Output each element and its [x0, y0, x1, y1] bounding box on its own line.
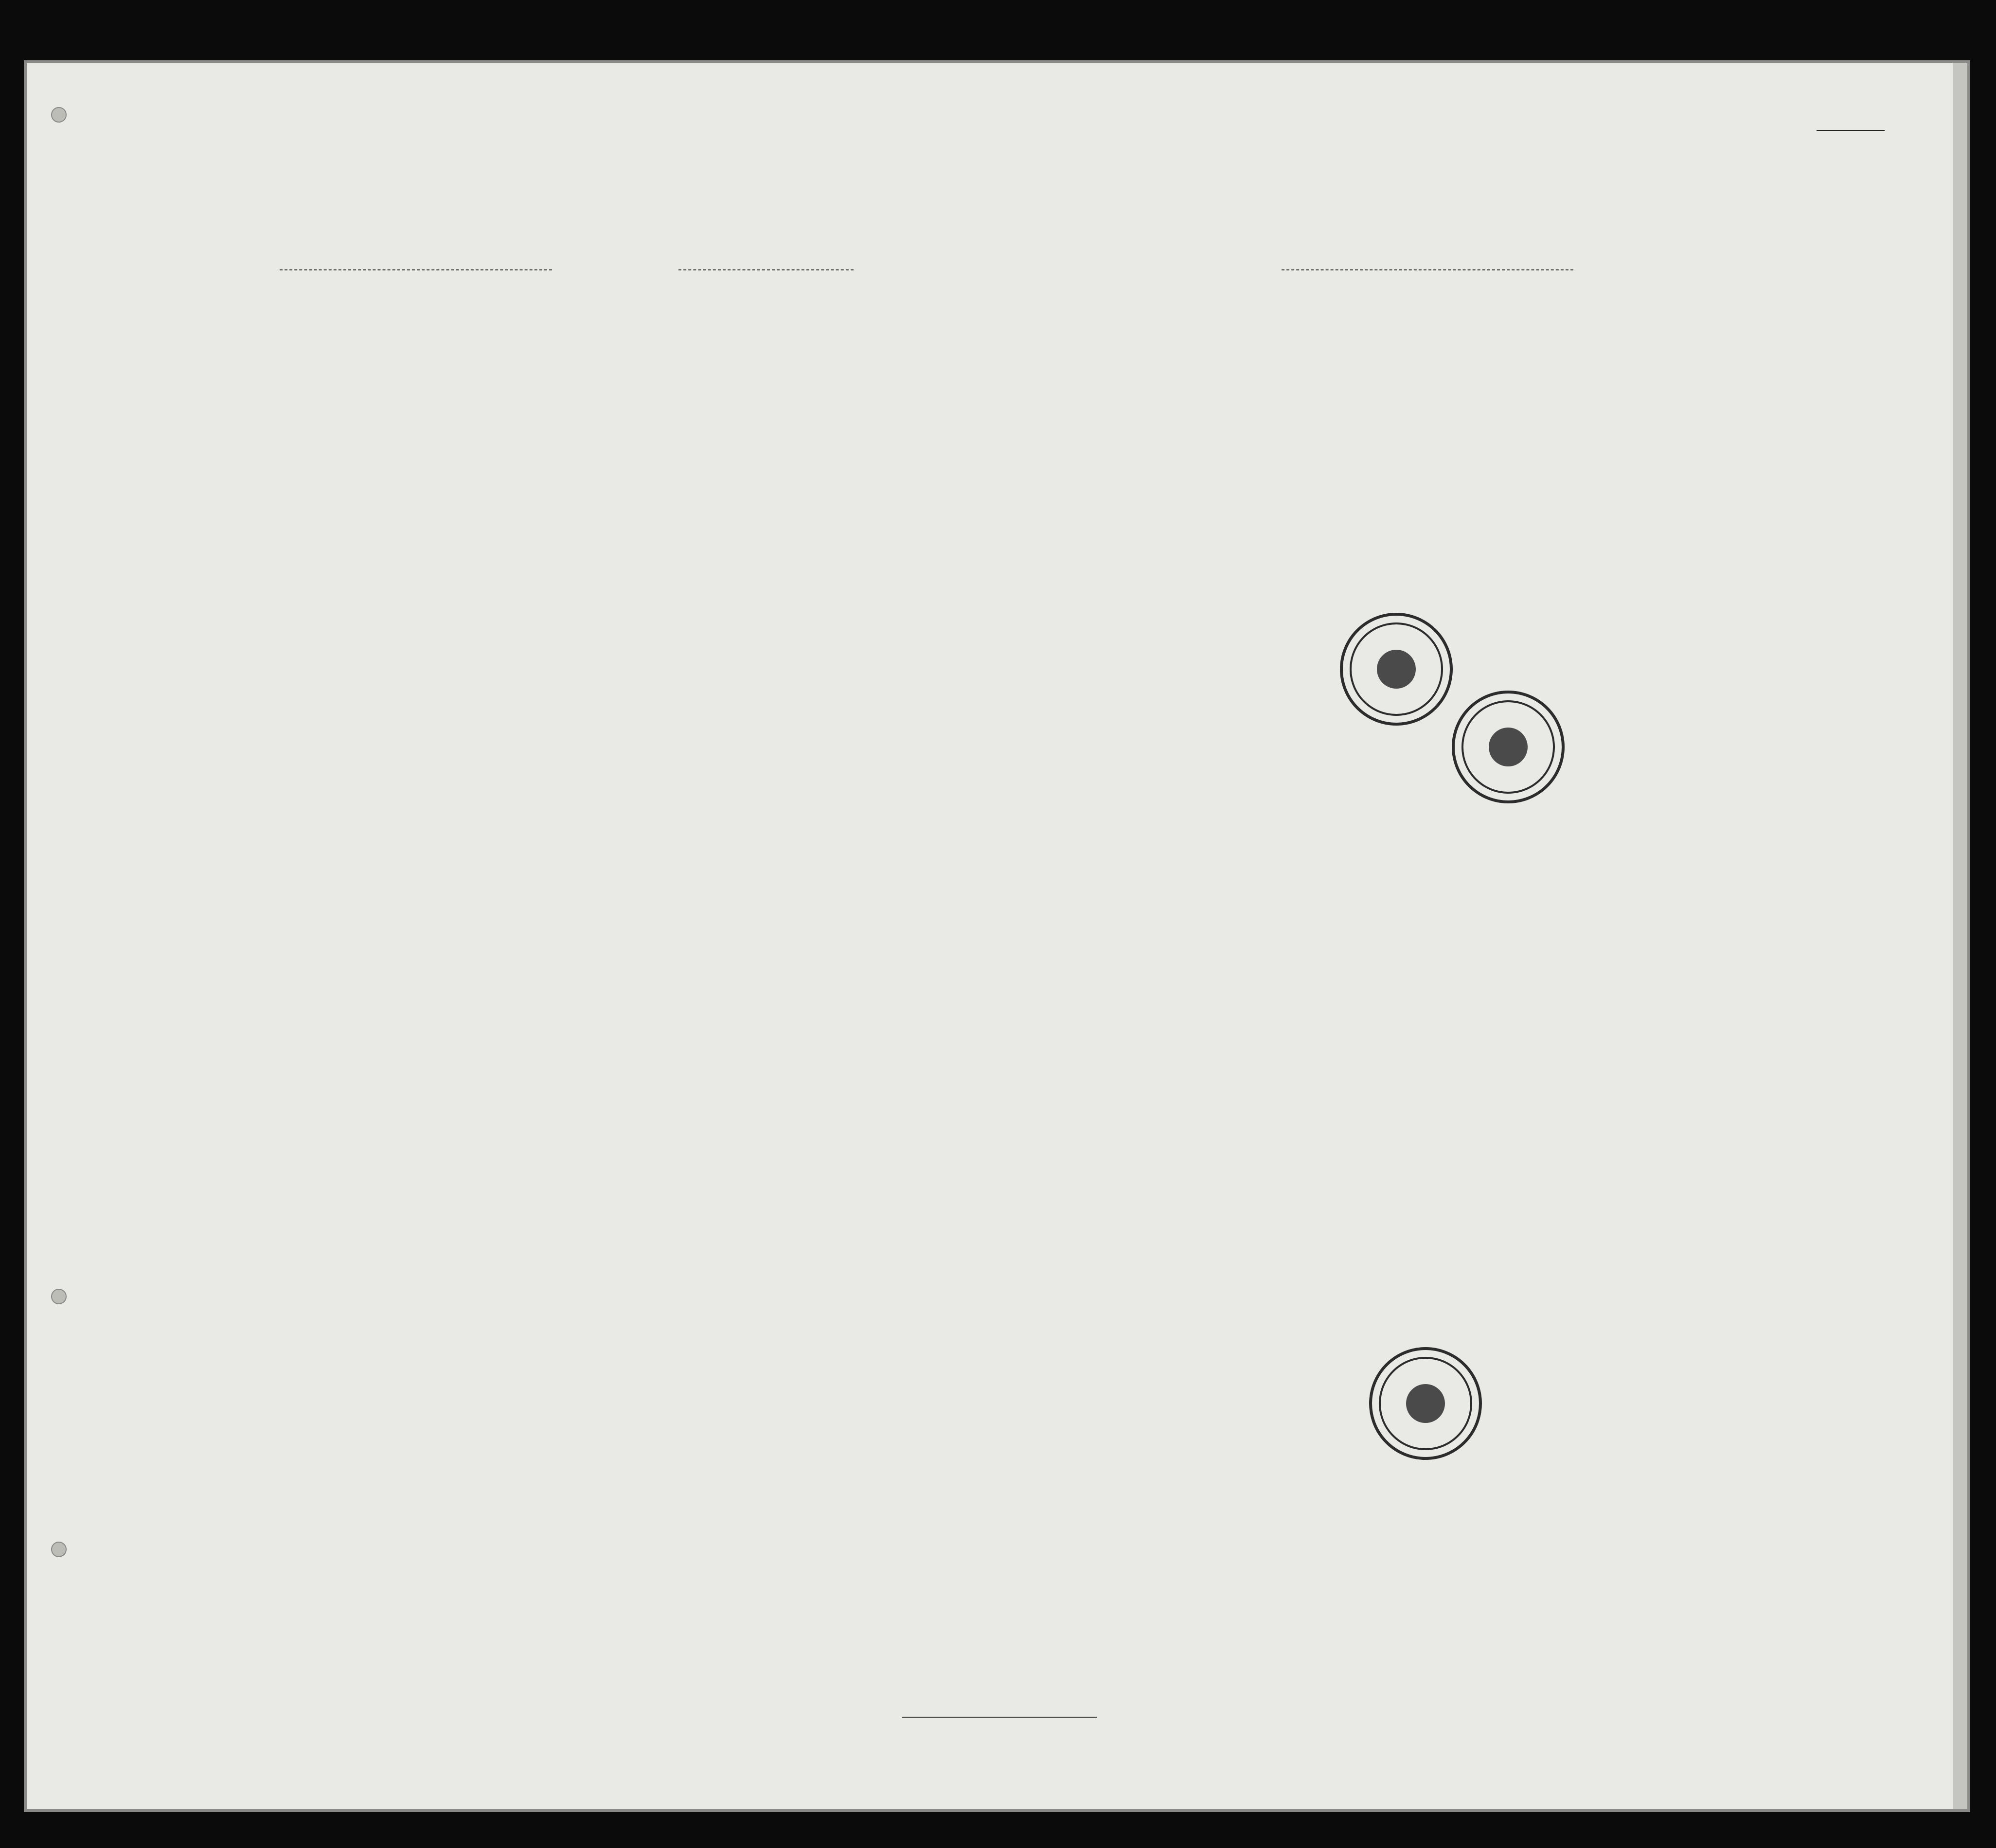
crew-table: [114, 287, 1739, 1639]
consulate-stamp: [1452, 691, 1565, 803]
table-grid: [114, 287, 1739, 1639]
sheet-number: [1817, 130, 1885, 131]
consulate-stamp: [1340, 613, 1453, 726]
sheet-number-field: [1817, 119, 1885, 135]
manifest-page: [27, 63, 1967, 1809]
inspector-label: [902, 1717, 1097, 1720]
vessel-line: [221, 248, 1778, 272]
punch-hole: [51, 1289, 67, 1304]
eagle-seal-icon: [1406, 1384, 1445, 1423]
consulate-stamp: [1369, 1347, 1482, 1460]
eagle-seal-icon: [1489, 728, 1528, 766]
eagle-seal-icon: [1377, 650, 1416, 689]
punch-hole: [51, 107, 67, 123]
punch-hole: [51, 1542, 67, 1557]
